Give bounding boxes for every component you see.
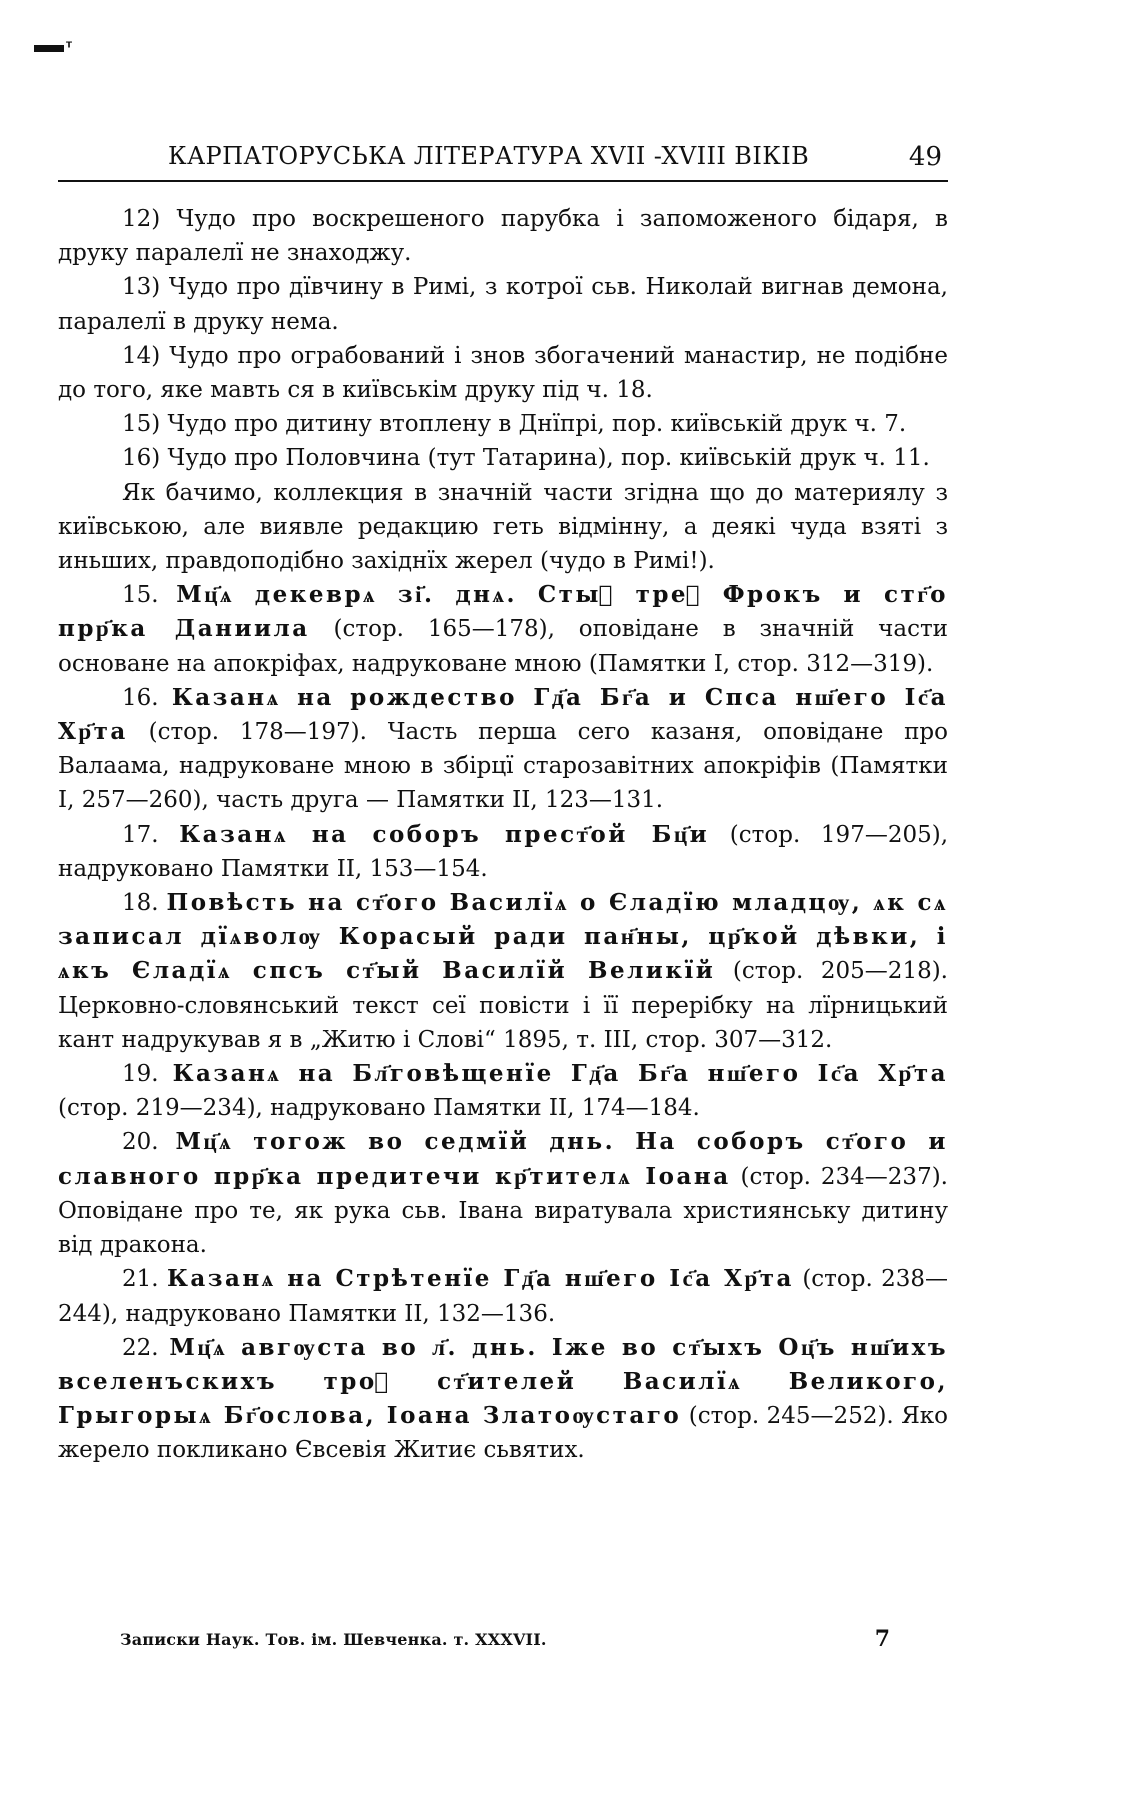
item-number: 20. xyxy=(122,1129,159,1156)
paragraph: 12) Чудо про воскрешеного парубка і запоможеного бідаря, в друку паралелї не знаходжу. xyxy=(58,206,948,267)
item-number: 22. xyxy=(122,1334,159,1361)
list-item xyxy=(58,818,948,886)
smudge-mark xyxy=(34,45,64,52)
church-slavonic-title: Казанѧ на соборъ прест҃ой Бц҃и xyxy=(179,820,710,848)
list-item xyxy=(58,681,948,818)
item-description: (стор. 234—237). Оповідане про те, як рука сьв. Івана виратувала християнську дитину від дракона. xyxy=(58,1163,948,1259)
page-header xyxy=(58,136,948,182)
item-description: (стор. 219—234), надруковано Памятки II, 174—184. xyxy=(58,1095,700,1122)
paragraph: 15) Чудо про дитину втоплену в Днїпрі, пор. київській друк ч. 7. xyxy=(122,411,907,438)
item-description: (стор. 197—205), надруковано Памятки II, 153—154. xyxy=(58,821,949,882)
sheet-signature: 7 xyxy=(874,1626,890,1652)
paragraph: 14) Чудо про ограбований і знов збогачений манастир, не подібне до того, яке мавть ся в київськім друку під ч. 18. xyxy=(58,342,948,404)
item-number: 21. xyxy=(122,1266,159,1293)
item-number: 18. xyxy=(122,890,159,917)
paragraph: 13) Чудо про дївчину в Римі, з котрої сьв. Николай вигнав демона, паралелї в друку нема. xyxy=(58,274,948,335)
item-description: (стор. 205—218). Церковно-словянський текст сеї повісти і її перерібку на лїрницький кант надрукував я в „Житю і Слові“ 1895, т. III, стор. 307—312. xyxy=(58,958,948,1053)
church-slavonic-title: Мц҃ѧ декеврѧ зі҃. днѧ. Стыⷯ треⷯ Фрокъ и стг҃о прр҃ка Даниила xyxy=(58,581,948,643)
paragraph: 16) Чудо про Половчина (тут Татарина), пор. київській друк ч. 11. xyxy=(122,445,930,472)
item-number: 16. xyxy=(122,684,159,711)
page-body xyxy=(58,202,948,1468)
church-slavonic-title: Мц҃ѧ авгѹста во л҃. днь. Іже во ст҃ыхъ Оц҃ъ нш҃ихъ вселенъскихъ троⷯ ст҃ителей Василїѧ Великого, Грыгорыѧ Бг҃ослова, Іоана Златоѹстаго xyxy=(58,1333,948,1430)
item-number: 19. xyxy=(122,1061,159,1088)
corner-mark: ᵀ xyxy=(34,40,71,56)
footer-note: Записки Наук. Тов. ім. Шевченка. т. XXXVII. xyxy=(120,1630,547,1649)
page-footer xyxy=(120,1626,890,1656)
list-item xyxy=(58,578,948,681)
item-description: (стор. 238—244), надруковано Памятки II, 132—136. xyxy=(58,1266,949,1327)
item-description: (стор. 165—178), оповідане в значній части основане на апокріфах, надруковане мною (Памятки I, стор. 312—319). xyxy=(58,616,948,677)
item-description: (стор. 178—197). Часть перша сего казаня, оповідане про Валаама, надруковане мною в збірцї старозавітних апокріфів (Памятки I, 257—260), часть друга — Памятки II, 123—131. xyxy=(58,719,948,814)
church-slavonic-title: Повѣсть на ст҃ого Василїѧ о Єладїю младцѹ, ѧк сѧ записал дїѧволѹ Корасый ради пан҃ны, цр҃кой дѣвки, і ѧкъ Єладїѧ спсъ ст҃ый Василїй Великїй xyxy=(58,889,948,985)
page-number: 49 xyxy=(908,142,942,172)
paragraph: Як бачимо, коллекция в значній части згідна що до материялу з київською, але виявле редакцию геть відмінну, а деякі чуда взяті з иньших, правдоподібно західнїх жерел (чудо в Римі!). xyxy=(58,479,948,575)
item-number: 17. xyxy=(122,821,159,848)
list-item xyxy=(58,1331,948,1468)
list-item xyxy=(58,886,948,1057)
church-slavonic-title: Казанѧ на Стрѣтенїе Гд҃а нш҃его Іс҃а Хр҃та xyxy=(166,1265,794,1293)
church-slavonic-title: Казанѧ на рождество Гд҃а Бг҃а и Спса нш҃его Іс҃а Хр҃та xyxy=(58,683,948,746)
church-slavonic-title: Казанѧ на Бл҃говѣщенїе Гд҃а Бг҃а нш҃его Іс҃а Хр҃та xyxy=(172,1060,948,1088)
church-slavonic-title: Мц҃ѧ тогож во седмїй днь. На соборъ ст҃ого и славного прр҃ка предитечи кр҃тителѧ Іоана xyxy=(58,1128,948,1190)
item-number: 15. xyxy=(122,582,159,609)
list-item xyxy=(58,1262,948,1330)
list-item xyxy=(58,1057,948,1125)
running-title: КАРПАТОРУСЬКА ЛІТЕРАТУРА XVII -XVIII ВІКІВ xyxy=(168,142,810,170)
list-item xyxy=(58,1125,948,1262)
item-description: (стор. 245—252). Яко жерело покликано Євсевія Житиє сьвятих. xyxy=(58,1403,949,1464)
